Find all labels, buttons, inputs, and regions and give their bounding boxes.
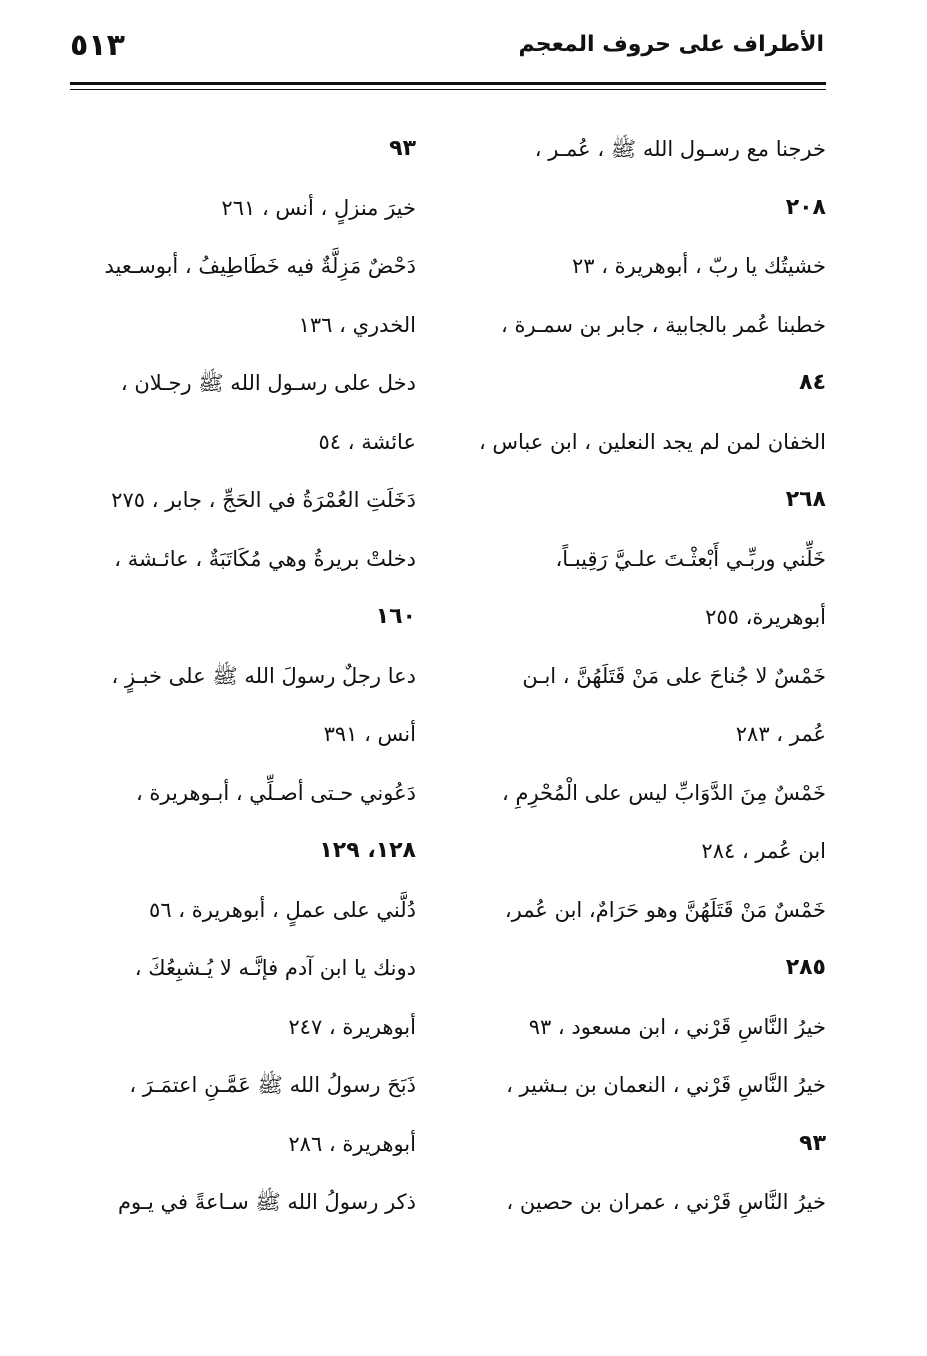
entry-line: دخل على رسـول الله ﷺ رجـلان ، — [120, 371, 416, 395]
entry-line: أبوهريرة، ٢٥٥ — [705, 605, 826, 629]
entry-line: خَمْسٌ مِنَ الدَّوَابِّ ليس على الْمُحْرِمِ ، — [502, 780, 826, 805]
entry-line: خيرُ النَّاسِ قَرْني ، ابن مسعود ، ٩٣ — [528, 1014, 826, 1039]
entry-line: ذكر رسولُ الله ﷺ سـاعةً في يـوم — [118, 1190, 416, 1214]
entry-line: خَمْسٌ مَنْ قَتَلَهُنَّ وهو حَرَامٌ، ابن عُمر، — [504, 897, 826, 922]
entry-line: أنس ، ٣٩١ — [323, 722, 416, 746]
entry-line: دعا رجلٌ رسولَ الله ﷺ على خبـزٍ ، — [111, 663, 416, 688]
entry-line: أبوهريرة ، ٢٨٦ — [288, 1131, 416, 1156]
entry-line: خيرُ النَّاسِ قَرْني ، النعمان بن بـشير ، — [506, 1073, 826, 1097]
entry-line: عُمر ، ٢٨٣ — [735, 722, 826, 746]
entry-line: ٨٤ — [799, 370, 826, 395]
entry-line: ابن عُمر ، ٢٨٤ — [701, 839, 826, 863]
entry-line: دَحْضٌ مَزِلَّةٌ فيه خَطَاطِيفُ ، أبوسـعيد — [104, 254, 416, 278]
entry-line: دونك يا ابن آدم فإنَّـه لا يُـشبِعُكَ ، — [134, 956, 416, 980]
page-number: ٥١٣ — [70, 28, 125, 63]
entry-line: خرجنا مع رسـول الله ﷺ ، عُمـر ، — [534, 137, 826, 161]
entry-line: ذَبَحَ رسولُ الله ﷺ عَمَّـنِ اعتمَـرَ ، — [129, 1073, 416, 1097]
entry-line: ١٦٠ — [375, 604, 416, 629]
entry-line: ٩٣ — [799, 1130, 826, 1156]
entry-line: خيرَ منزلٍ ، أنس ، ٢٦١ — [221, 195, 416, 220]
entry-line: أبوهريرة ، ٢٤٧ — [288, 1014, 416, 1039]
entry-line: الخدري ، ١٣٦ — [298, 312, 416, 337]
page-header — [70, 28, 824, 68]
entry-line: عائشة ، ٥٤ — [318, 429, 416, 454]
left-column — [64, 120, 416, 1232]
right-column — [470, 120, 826, 1232]
entry-line: خشيتُك يا ربّ ، أبوهريرة ، ٢٣ — [571, 254, 826, 278]
entry-line: خيرُ النَّاسِ قَرْني ، عمران بن حصين ، — [506, 1190, 826, 1214]
entry-line: خَمْسٌ لا جُناحَ على مَنْ قَتَلَهُنَّ ، ابـن — [522, 663, 826, 688]
entry-line: ٢٦٨ — [785, 487, 826, 512]
entry-line: دَعُوني حـتى أصـلِّي ، أبـوهريرة ، — [135, 780, 416, 805]
entry-line: ٢٨٥ — [785, 955, 826, 980]
entry-line: دخلتْ بريرةُ وهي مُكَاتَبَةٌ ، عائـشة ، — [114, 546, 416, 571]
header-rule-thin — [70, 89, 826, 90]
entry-line: ١٢٨، ١٢٩ — [319, 838, 416, 863]
entry-line: ٩٣ — [389, 136, 416, 161]
entry-line: خَلِّني وربِّـي أَبْعثْـتَ علـيَّ رَقِيبـاً، — [555, 546, 826, 571]
entry-line: ٢٠٨ — [785, 194, 826, 220]
entry-line: دَخَلَتِ العُمْرَةُ في الحَجِّ ، جابر ، ٢٧٥ — [111, 488, 416, 512]
running-title: الأطراف على حروف المعجم — [518, 32, 824, 57]
entry-line: خطبنا عُمر بالجابية ، جابر بن سمـرة ، — [501, 312, 826, 337]
entry-line: دُلَّني على عملٍ ، أبوهريرة ، ٥٦ — [149, 897, 416, 922]
header-rule-thick — [70, 82, 826, 85]
entry-line: الخفان لمن لم يجد النعلين ، ابن عباس ، — [478, 429, 826, 454]
